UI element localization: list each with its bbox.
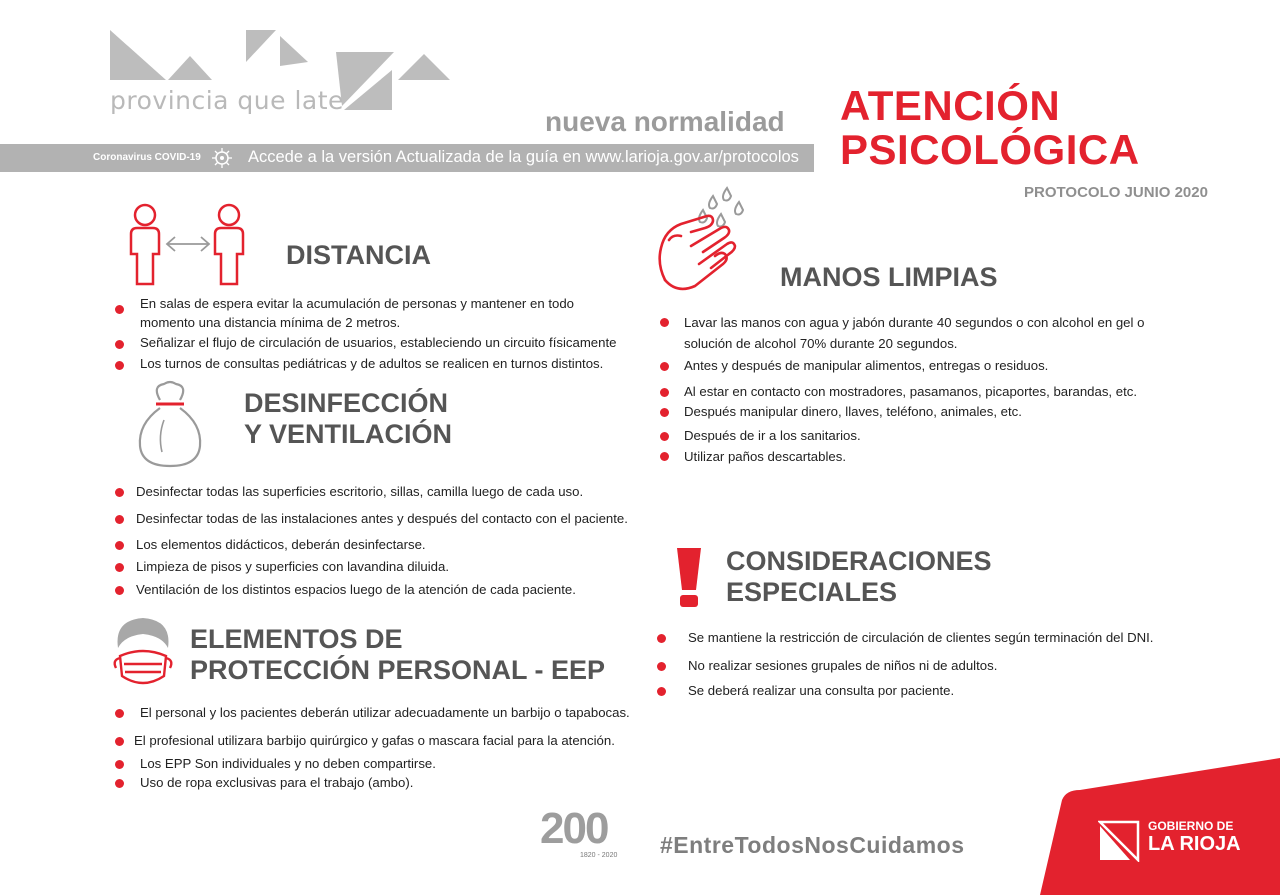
bullet-dot — [115, 340, 124, 349]
title-line: DESINFECCIÓN — [244, 388, 449, 418]
hand-washing-icon — [655, 182, 751, 298]
list-item: Utilizar paños descartables. — [684, 449, 846, 464]
guide-link-text[interactable]: Accede a la versión Actualizada de la guía en www.larioja.gov.ar/protocolos — [248, 148, 799, 166]
section-title-desinfeccion — [244, 388, 452, 450]
list-item: Uso de ropa exclusivas para el trabajo (ambo). — [140, 775, 414, 790]
list-item: Se mantiene la restricción de circulación de clientes según terminación del DNI. — [688, 630, 1154, 645]
list-item: Lavar las manos con agua y jabón durante 40 segundos o con alcohol en gel o — [684, 315, 1145, 330]
list-item: momento una distancia mínima de 2 metros. — [140, 315, 401, 330]
list-item: Después manipular dinero, llaves, teléfono, animales, etc. — [684, 404, 1022, 419]
bullet-dot — [660, 452, 669, 461]
title-line: PROTECCIÓN PERSONAL - EEP — [190, 655, 606, 685]
list-item: No realizar sesiones grupales de niños ni de adultos. — [688, 658, 998, 673]
bullet-dot — [115, 709, 124, 718]
section-title-distancia: DISTANCIA — [286, 240, 431, 270]
bullet-dot — [115, 515, 124, 524]
anniversary-logo — [540, 806, 632, 862]
list-item: Los EPP Son individuales y no deben compartirse. — [140, 756, 436, 771]
page-title — [840, 84, 1140, 172]
gov-line-1: GOBIERNO DE — [1148, 819, 1234, 833]
title-line: CONSIDERACIONES — [726, 546, 992, 576]
list-item: Se deberá realizar una consulta por paciente. — [688, 683, 955, 698]
list-item: Ventilación de los distintos espacios luego de la atención de cada paciente. — [136, 582, 576, 597]
exclamation-icon — [672, 546, 706, 610]
list-item: Limpieza de pisos y superficies con lavandina diluida. — [136, 559, 450, 574]
bullet-dot — [660, 388, 669, 397]
protocol-date: PROTOCOLO JUNIO 2020 — [1024, 184, 1208, 201]
title-line-1: ATENCIÓN — [840, 82, 1061, 129]
bullet-dot — [115, 488, 124, 497]
covid-label: Coronavirus COVID-19 — [93, 152, 201, 163]
bullet-dot — [660, 362, 669, 371]
title-line: ELEMENTOS DE — [190, 624, 403, 654]
face-mask-icon — [112, 614, 174, 692]
bullet-dot — [115, 361, 124, 370]
title-line: ESPECIALES — [726, 577, 898, 607]
la-rioja-emblem-icon — [1098, 820, 1140, 862]
list-item: Los elementos didácticos, deberán desinfectarse. — [136, 537, 426, 552]
info-bar — [0, 144, 814, 172]
bullet-dot — [115, 541, 124, 550]
list-item: En salas de espera evitar la acumulación de personas y mantener en todo — [140, 296, 574, 311]
bullet-dot — [115, 779, 124, 788]
bullet-dot — [115, 305, 124, 314]
gov-line-2: LA RIOJA — [1148, 833, 1241, 855]
list-item: El personal y los pacientes deberán utilizar adecuadamente un barbijo o tapabocas. — [140, 705, 630, 720]
gov-badge — [1040, 758, 1280, 895]
logo-tagline: provincia que late — [110, 86, 344, 115]
list-item: Los turnos de consultas pediátricas y de adultos se realicen en turnos distintos. — [140, 356, 604, 371]
section-title-manos: MANOS LIMPIAS — [780, 262, 998, 292]
bullet-dot — [115, 760, 124, 769]
anniversary-number: 200 — [540, 804, 608, 853]
bullet-dot — [660, 432, 669, 441]
distance-icon — [125, 202, 249, 288]
section-title-epp — [190, 624, 605, 686]
list-item: Desinfectar todas las superficies escritorio, sillas, camilla luego de cada uso. — [136, 484, 584, 499]
bullet-dot — [115, 586, 124, 595]
bullet-dot — [115, 563, 124, 572]
virus-icon — [212, 148, 232, 168]
bullet-dot — [115, 737, 124, 746]
subtitle: nueva normalidad — [545, 106, 785, 137]
list-item: Antes y después de manipular alimentos, entregas o residuos. — [684, 358, 1049, 373]
list-item: Después de ir a los sanitarios. — [684, 428, 861, 443]
list-item: Al estar en contacto con mostradores, pasamanos, picaportes, barandas, etc. — [684, 384, 1138, 399]
list-item: Señalizar el flujo de circulación de usuarios, estableciendo un circuito físicamente — [140, 335, 617, 350]
title-line-2: PSICOLÓGICA — [840, 126, 1140, 173]
title-line: Y VENTILACIÓN — [244, 419, 453, 449]
list-item: El profesional utilizara barbijo quirúrgico y gafas o mascara facial para la atención. — [134, 733, 615, 748]
anniversary-years: 1820 - 2020 — [580, 852, 618, 859]
bullet-dot — [660, 408, 669, 417]
section-title-consideraciones — [726, 546, 992, 608]
bullet-dot — [660, 318, 669, 327]
bullet-dot — [657, 662, 666, 671]
trash-bag-icon — [134, 380, 206, 470]
hashtag: #EntreTodosNosCuidamos — [660, 832, 965, 858]
list-item: solución de alcohol 70% durante 20 segundos. — [684, 336, 958, 351]
bullet-dot — [657, 687, 666, 696]
list-item: Desinfectar todas de las instalaciones antes y después del contacto con el paciente. — [136, 511, 628, 526]
bullet-dot — [657, 634, 666, 643]
